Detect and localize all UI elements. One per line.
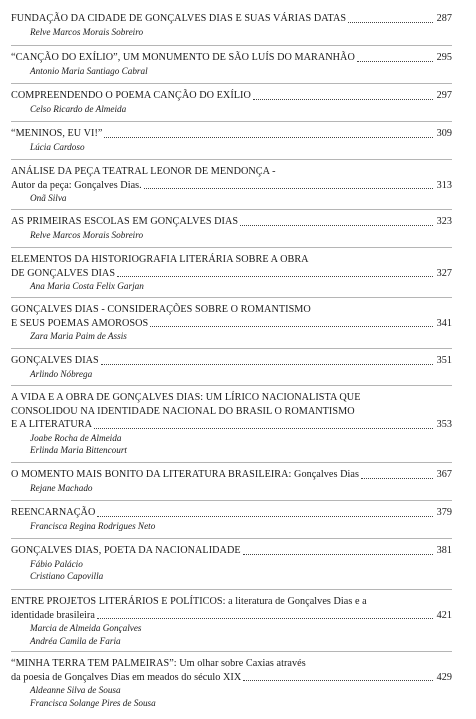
toc-entry-title: “MENINOS, EU VI!” <box>11 128 103 139</box>
toc-entry-page-number: 287 <box>436 13 452 24</box>
toc-entry[interactable] <box>11 544 452 583</box>
dot-leader <box>144 187 433 189</box>
toc-entry-title-line <box>11 405 452 419</box>
toc-entry-title: GONÇALVES DIAS, POETA DA NACIONALIDADE <box>11 545 241 556</box>
toc-entry-title-line <box>11 215 452 229</box>
toc-entry-author: Antonio Maria Santiago Cabral <box>30 65 148 76</box>
toc-entry-page-number: 341 <box>436 317 452 329</box>
toc-entry[interactable] <box>11 506 452 532</box>
toc-entry-title: ENTRE PROJETOS LITERÁRIOS E POLÍTICOS: a literatura de Gonçalves Dias e a <box>11 596 367 607</box>
toc-entry-title-line <box>11 595 452 609</box>
toc-entry-author: Francisca Solange Pires de Sousa <box>30 697 156 708</box>
entry-divider <box>11 462 452 463</box>
entry-divider <box>11 500 452 501</box>
toc-entry-author: Joabe Rocha de Almeida <box>30 432 122 443</box>
toc-entry-title-line <box>11 51 452 65</box>
toc-entry-title: “CANÇÃO DO EXÍLIO”, UM MONUMENTO DE SÃO LUÍS DO MARANHÃO <box>11 52 355 63</box>
toc-entry-title-line <box>11 127 452 141</box>
toc-entry-page-number: 429 <box>436 671 452 683</box>
toc-entry-title-line <box>11 165 452 179</box>
toc-entry[interactable] <box>11 89 452 115</box>
toc-entry-page-number: 327 <box>436 267 452 279</box>
toc-entry-title-line <box>11 544 452 558</box>
toc-entry[interactable] <box>11 165 452 205</box>
toc-entry-title-line <box>11 671 452 685</box>
toc-entry-page-number: 309 <box>436 128 452 139</box>
toc-entry-author: Marcia de Almeida Gonçalves <box>30 623 142 633</box>
toc-entry[interactable] <box>11 51 452 77</box>
toc-entry[interactable] <box>11 354 452 380</box>
toc-entry-title: GONÇALVES DIAS <box>11 355 99 366</box>
toc-entry-title-line <box>11 506 452 520</box>
toc-entry-title: DE GONÇALVES DIAS <box>11 267 116 279</box>
dot-leader <box>94 427 432 429</box>
toc-entry-title-line <box>11 89 452 103</box>
toc-entry-author: Celso Ricardo de Almeida <box>30 103 127 114</box>
toc-entry-page-number: 421 <box>436 609 452 621</box>
toc-entry-title: da poesia de Gonçalves Dias em meados do século XIX <box>11 671 242 683</box>
toc-entry-author: Zara Maria Paim de Assis <box>30 331 127 341</box>
toc-entry-page-number: 381 <box>436 545 452 556</box>
toc-entry[interactable] <box>11 595 452 647</box>
toc-entry-author: Cristiano Capovilla <box>30 571 104 581</box>
entry-divider <box>11 297 452 298</box>
toc-entry-title: E A LITERATURA <box>11 419 93 430</box>
dot-leader <box>361 477 433 479</box>
dot-leader <box>150 325 432 327</box>
toc-entry-title-line <box>11 609 452 623</box>
toc-entry-title-line <box>11 303 452 317</box>
toc-entry-title: identidade brasileira <box>11 609 95 621</box>
toc-entry-page-number: 353 <box>436 419 452 430</box>
toc-entry-title-line <box>11 418 452 432</box>
toc-entry-title: “MINHA TERRA TEM PALMEIRAS”: Um olhar sobre Caxias através <box>11 658 306 669</box>
toc-entry-title: FUNDAÇÃO DA CIDADE DE GONÇALVES DIAS E SUAS VÁRIAS DATAS <box>11 13 347 24</box>
toc-entry-title: O MOMENTO MAIS BONITO DA LITERATURA BRASILEIRA: Gonçalves Dias <box>11 469 359 480</box>
entry-divider <box>11 247 452 248</box>
toc-entry-author: Relve Marcos Morais Sobreiro <box>30 26 144 37</box>
toc-entry-title-line <box>11 391 452 405</box>
toc-entry-title: Autor da peça: Gonçalves Dias. <box>11 179 142 191</box>
dot-leader <box>117 275 433 277</box>
toc-entry[interactable] <box>11 303 452 343</box>
toc-entry-title-line <box>11 179 452 193</box>
toc-entry-author: Francisca Regina Rodrigues Neto <box>30 520 156 531</box>
toc-entry-author: Onã Silva <box>30 193 67 203</box>
toc-entry-author: Andréa Camila de Faria <box>30 635 121 646</box>
toc-entry-title-line <box>11 267 452 281</box>
toc-entry-title-line <box>11 12 452 26</box>
toc-entry-page-number: 295 <box>436 52 452 63</box>
toc-entry-author: Relve Marcos Morais Sobreiro <box>30 229 144 240</box>
toc-entry-author: Erlinda Maria Bittencourt <box>30 445 127 455</box>
toc-entry-author: Fábio Palácio <box>30 558 83 569</box>
toc-entry-title: ANÁLISE DA PEÇA TEATRAL LEONOR DE MENDONÇA - <box>11 166 276 177</box>
toc-entry-author: Lúcia Cardoso <box>30 141 85 152</box>
entry-divider <box>11 45 452 46</box>
toc-entry-title: GONÇALVES DIAS - CONSIDERAÇÕES SOBRE O ROMANTISMO <box>11 304 311 315</box>
toc-entry-author: Ana Maria Costa Felix Garjan <box>30 281 144 291</box>
dot-leader <box>348 21 432 23</box>
toc-entry-title: REENCARNAÇÃO <box>11 507 96 518</box>
toc-entry-title-line <box>11 317 452 331</box>
entry-divider <box>11 589 452 590</box>
dot-leader <box>101 363 433 365</box>
toc-entry-title-line <box>11 657 452 671</box>
toc-entry-page-number: 367 <box>436 469 452 480</box>
toc-entry-page-number: 351 <box>436 355 452 366</box>
toc-entry-title: AS PRIMEIRAS ESCOLAS EM GONÇALVES DIAS <box>11 216 239 227</box>
dot-leader <box>104 136 432 138</box>
toc-entry[interactable] <box>11 12 452 38</box>
toc-entry[interactable] <box>11 253 452 293</box>
toc-entry-title: ELEMENTOS DA HISTORIOGRAFIA LITERÁRIA SOBRE A OBRA <box>11 254 309 265</box>
dot-leader <box>357 60 433 62</box>
toc-entry-page-number: 323 <box>436 216 452 227</box>
entry-divider <box>11 83 452 84</box>
toc-entry-title-line <box>11 468 452 482</box>
toc-entry[interactable] <box>11 391 452 457</box>
toc-entry-title-line <box>11 354 452 368</box>
toc-entry[interactable] <box>11 215 452 241</box>
toc-entry-title-line <box>11 253 452 267</box>
toc-entry-title: CONSOLIDOU NA IDENTIDADE NACIONAL DO BRASIL O ROMANTISMO <box>11 405 355 417</box>
toc-entry-title: COMPREENDENDO O POEMA CANÇÃO DO EXÍLIO <box>11 90 251 101</box>
dot-leader <box>97 617 433 619</box>
entry-divider <box>11 385 452 386</box>
dot-leader <box>240 224 432 226</box>
entry-divider <box>11 348 452 349</box>
entry-divider <box>11 651 452 652</box>
toc-entry[interactable] <box>11 127 452 153</box>
entry-divider <box>11 209 452 210</box>
entry-divider <box>11 121 452 122</box>
toc-entry-title: E SEUS POEMAS AMOROSOS <box>11 317 149 329</box>
entry-divider <box>11 159 452 160</box>
toc-entry-author: Arlindo Nóbrega <box>30 368 93 379</box>
dot-leader <box>97 515 432 517</box>
toc-entry-author: Aldeanne Silva de Sousa <box>30 685 121 695</box>
dot-leader <box>253 98 433 100</box>
toc-entry-page-number: 379 <box>436 507 452 518</box>
toc-entry[interactable] <box>11 657 452 709</box>
toc-entry-author: Rejane Machado <box>30 482 93 493</box>
toc-entry-title: A VIDA E A OBRA DE GONÇALVES DIAS: UM LÍRICO NACIONALISTA QUE <box>11 392 361 403</box>
entry-divider <box>11 538 452 539</box>
dot-leader <box>243 553 433 555</box>
toc-entry[interactable] <box>11 468 452 494</box>
toc-entry-page-number: 313 <box>436 179 452 191</box>
toc-entry-page-number: 297 <box>436 90 452 101</box>
dot-leader <box>243 679 432 681</box>
